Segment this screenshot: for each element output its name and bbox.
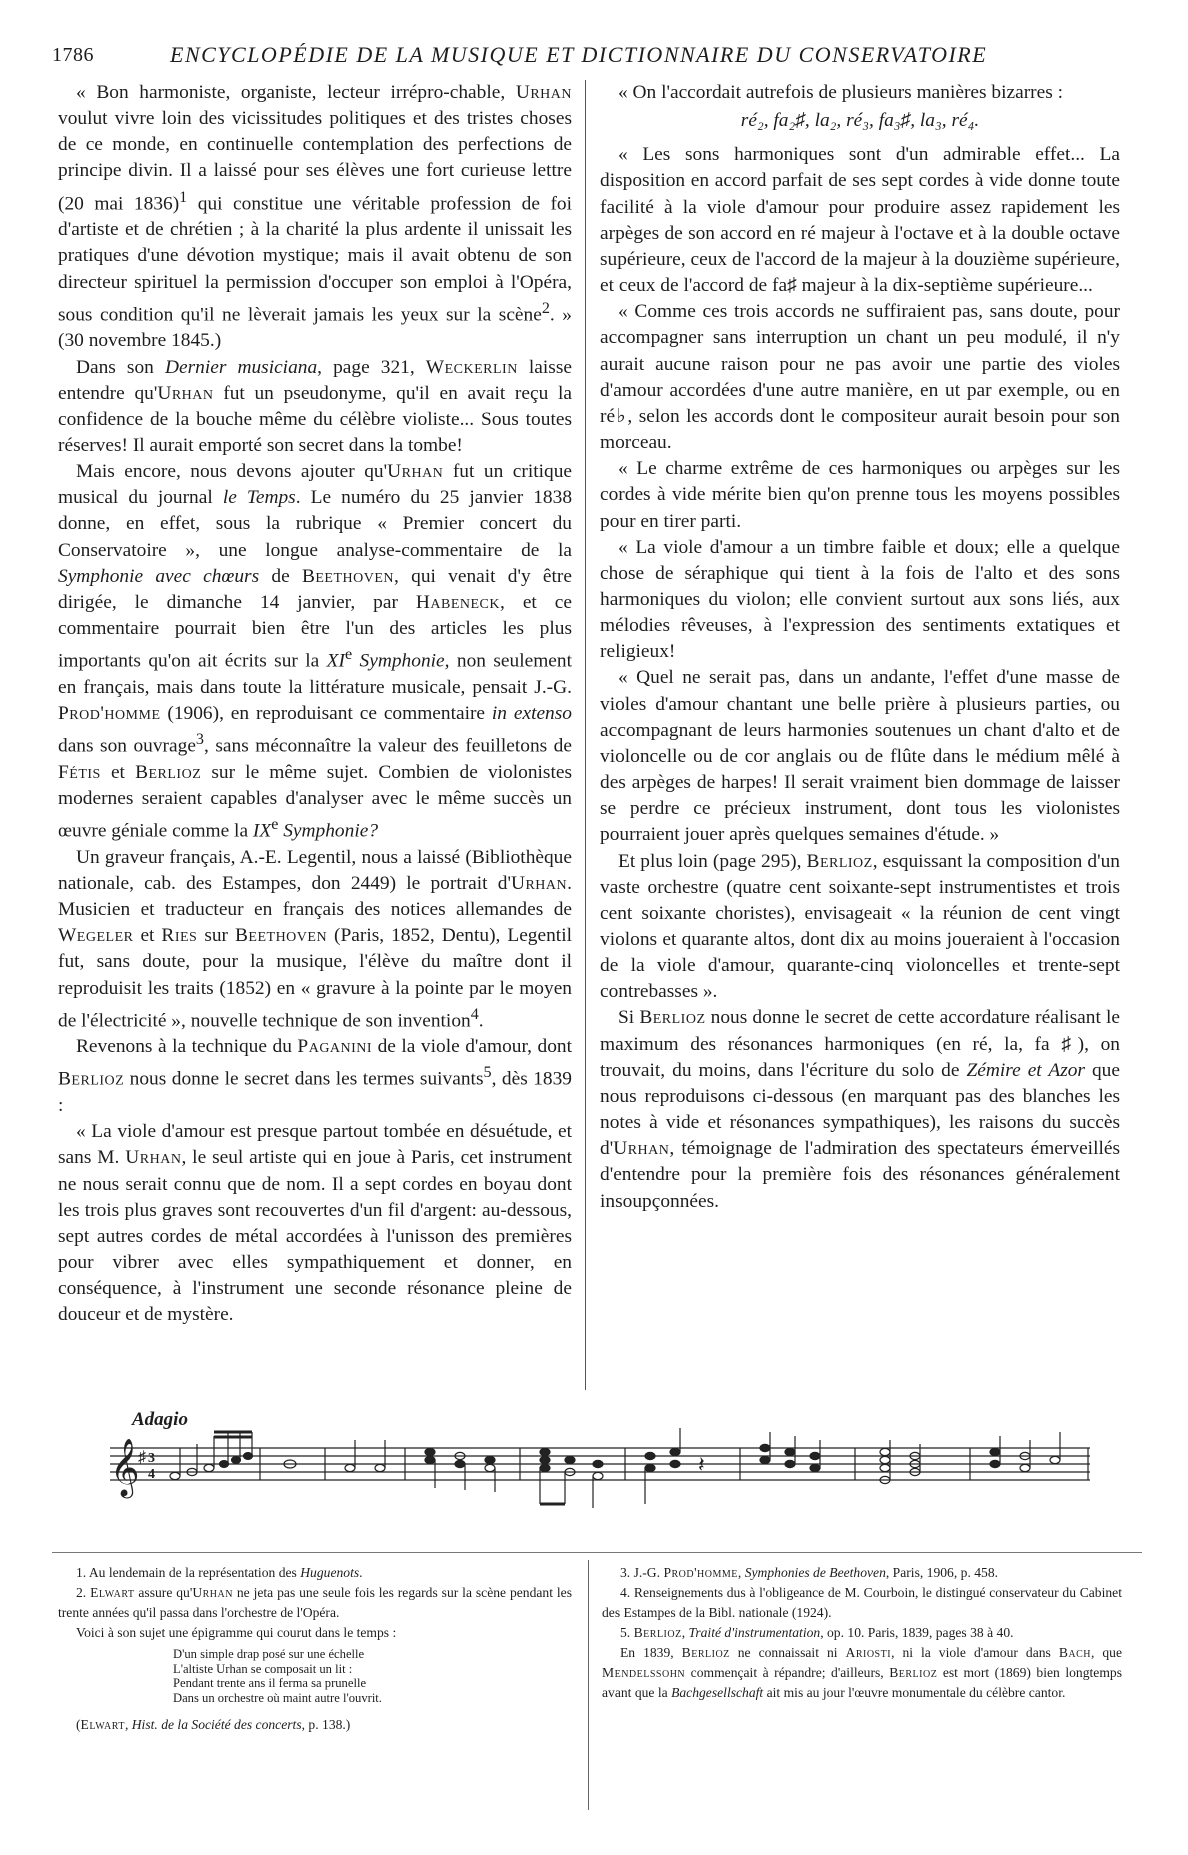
paragraph: « Quel ne serait pas, dans un andante, l'effet d'une masse de violes d'amour chantant une belle prière à plusieurs parties, ou accompagnant de leurs harmonies soutenues un chant d'alto et de violoncelle ou de cor anglais ou de flûte dans le médium mêlé à des arpèges de harpes! Il serait vraiment bien dommage de laisser se perdre ce précieux instrument, dont tous les violonistes pourraient jouer après quelques semaines d'étude. » [600,667,1120,846]
paragraph: Mais encore, nous devons ajouter qu'Urhan fut un critique musical du journal le Temps. Le numéro du 25 janvier 1838 donne, en effet, sous la rubrique « Premier concert du Conservatoire », une longue analyse-commentaire de la Symphonie avec chœurs de Beethoven, qui venait d'y être dirigée, le dimanche 14 janvier, par Habeneck, et ce commentaire pourrait bien être l'un des articles les plus importants qu'on ait écrits sur la XIe Symphonie, non seulement en français, mais dans toute la littérature musicale, pensait J.-G. Prod'homme (1906), en reproduisant ce commentaire in extenso dans son ouvrage$^3$, sans méconnaître la valeur des feuilletons de Fétis et Berlioz sur le même sujet. Combien de violonistes modernes seraient capables d'analyser avec le même succès un œuvre géniale comme la IXe Symphonie? [58,461,573,842]
footnote-3: 3. J.-G. Prod'homme, Symphonies de Beethoven, Paris, 1906, p. 458. [620,1565,999,1580]
footnote-5: 5. Berlioz, Traité d'instrumentation, op. 10. Paris, 1839, pages 38 à 40. [620,1625,1014,1640]
tuning-formula: ré₂, fa₂♯, la₂, ré₃, fa₃♯, la₃, ré₄. [740,110,980,132]
svg-text:4: 4 [148,1467,155,1482]
svg-text:3: 3 [148,1451,155,1466]
footnote-2-continued: Voici à son sujet une épigramme qui courut dans le temps : [76,1625,397,1640]
paragraph: Un graveur français, A.-E. Legentil, nous a laissé (Bibliothèque nationale, cab. des Estampes, don 2449) le portrait d'Urhan. Musicien et traducteur en français des notices allemandes de Wegeler et Ries sur Beethoven (Paris, 1852, Dentu), Legentil fut, sans doute, pour la musique, l'élève du maître dont il reproduisit les traits (1852) en « gravure à la pointe par le moyen de l'électricité », nouvelle technique de son invention$^4$. [58,846,572,1032]
paragraph: « Comme ces trois accords ne suffiraient pas, sans doute, pour accompagner sans interruption un chant un peu modulé, il n'y aurait aucune raison pour ne pas avoir une partie des violes d'amour accordées d'une autre manière, en ut par exemple, ou en ré♭, selon les accords dont le compositeur aurait besoin pour son morceau. [600,301,1120,454]
footnote-2: 2. Elwart assure qu'Urhan ne jeta pas une seule fois les regards sur la scène pendant les trente années qu'il passa dans l'orchestre de l'Opéra. [58,1585,572,1620]
footnote-4: 4. Renseignements dus à l'obligeance de M. Courboin, le distingué conservateur du Cabinet des Estampes de la Bibl. nationale (1924). [602,1585,1122,1620]
footnote-5-note: En 1839, Berlioz ne connaissait ni Ariosti, ni la viole d'amour dans Bach, que Mendelssohn commençait à répandre; d'ailleurs, Berlioz est mort (1869) bien longtemps avant que la Bachgesellschaft ait mis au jour l'œuvre monumentale du célèbre cantor. [602,1645,1123,1700]
music-score [100,1418,1100,1538]
svg-text:𝄽: 𝄽 [698,1452,705,1477]
epigram: D'un simple drap posé sur une échelle L'altiste Urhan se composait un lit : Pendant trente ans il ferma sa prunelle Dans un orchestre où maint autre l'ouvrit. [173,1647,382,1705]
running-title: ENCYCLOPÉDIE DE LA MUSIQUE ET DICTIONNAIRE DU CONSERVATOIRE [170,42,988,67]
key-signature: ♯ [138,1449,146,1466]
paragraph: Si Berlioz nous donne le secret de cette accordature réalisant le maximum des résonances harmoniques (en ré, la, fa ♯), on trouvait, du moins, dans l'écriture du solo de Zémire et Azor que nous reproduisons ci-dessous (en marquant pas des blanches les notes à vide et résonances sympathiques), les raisons du succès d'Urhan, témoignage de l'admiration des spectateurs émerveillés d'entendre pour la première fois des résonances généralement insoupçonnées. [600,1007,1120,1212]
paragraph: « La viole d'amour est presque partout tombée en désuétude, et sans M. Urhan, le seul artiste qui en joue à Paris, cet instrument ne nous serait connu que de nom. Il a sept cordes en boyau dont les trois plus graves sont recouvertes d'un fil d'argent: au-dessous, sept autres cordes de métal accordées à l'unisson des premières pour vibrer avec elles sympathiquement et donner, en conséquence, à l'instrument une seconde résonance pleine de douceur et de mystère. [58,1121,572,1326]
right-column [600,80,1120,1215]
column-divider [585,80,586,1390]
paragraph: Revenons à la technique du Paganini de la viole d'amour, dont Berlioz nous donne le secret dans les termes suivants$^5$, dès 1839 : [58,1036,572,1117]
tempo-marking: Adagio [132,1409,188,1430]
page-header [52,40,1142,70]
footnote-rule [52,1552,1142,1553]
paragraph: Et plus loin (page 295), Berlioz, esquissant la composition d'un vaste orchestre (quatre cent soixante-sept instrumentistes et trois cent soixante choristes), envisageait « la réunion de cent vingt violons et quarante altos, dont dix au moins joueraient à l'occasion de la viole d'amour, quarante-cinq violoncelles et trente-sept contrebasses ». [600,850,1120,1003]
paragraph: « La viole d'amour a un timbre faible et doux; elle a quelque chose de séraphique qui tient à la fois de l'alto et des sons harmoniques du violon; elle convient surtout aux sons liés, aux mélodies rêveuses, à l'expression des sentiments extatiques et religieux! [600,536,1120,663]
page-number: 1786 [52,44,94,66]
footnote-1: 1. Au lendemain de la représentation des Huguenots. [76,1565,363,1580]
paragraph: « On l'accordait autrefois de plusieurs manières bizarres : [618,82,1063,103]
paragraph: « Bon harmoniste, organiste, lecteur irrépro-chable, Urhan voulut vivre loin des vicissitudes politiques et des tristes choses de ce monde, en continuelle contemplation des perfections de principe divin. Il a laissé pour ses élèves une fort curieuse lettre (20 mai 1836)$^1$ qui constitue une véritable profession de foi d'artiste et de chrétien ; à la charité la plus ardente il unissait les pratiques d'une dévotion mystique; mais il avait obtenu de son directeur spirituel la permission d'occuper son emploi à l'Opéra, sous condition qu'il ne lèverait jamais les yeux sur la scène$^2$. » (30 novembre 1845.) [58,82,573,352]
paragraph: « Le charme extrême de ces harmoniques ou arpèges sur les cordes à vide mérite bien qu'on prenne tous les moyens possibles pour en tirer parti. [600,458,1120,532]
footnote-column-divider [588,1560,589,1810]
left-column [58,80,572,1328]
epigram-source: (Elwart, Hist. de la Société des concerts, p. 138.) [76,1717,351,1733]
notes [170,1428,1060,1508]
treble-clef-icon: 𝄞 [110,1438,140,1496]
paragraph: Dans son Dernier musiciana, page 321, Weckerlin laisse entendre qu'Urhan fut un pseudonyme, qu'il en avait reçu la confidence de la bouche même du célèbre violiste... Sous toutes réserves! Il aurait emporté son secret dans la tombe! [58,356,572,456]
footnotes-right [602,1563,1122,1703]
paragraph: « Les sons harmoniques sont d'un admirable effet... La disposition en accord parfait de ses sept cordes à vide donne toute facilité à la viole d'amour pour produire assez rapidement les arpèges de son accord en ré majeur à l'octave et à la double octave supérieure, ceux de l'accord de la majeur à la douzième supérieure, et ceux de l'accord de fa♯ majeur à la dix-septième supérieure... [600,144,1120,297]
footnotes-left [58,1563,572,1735]
